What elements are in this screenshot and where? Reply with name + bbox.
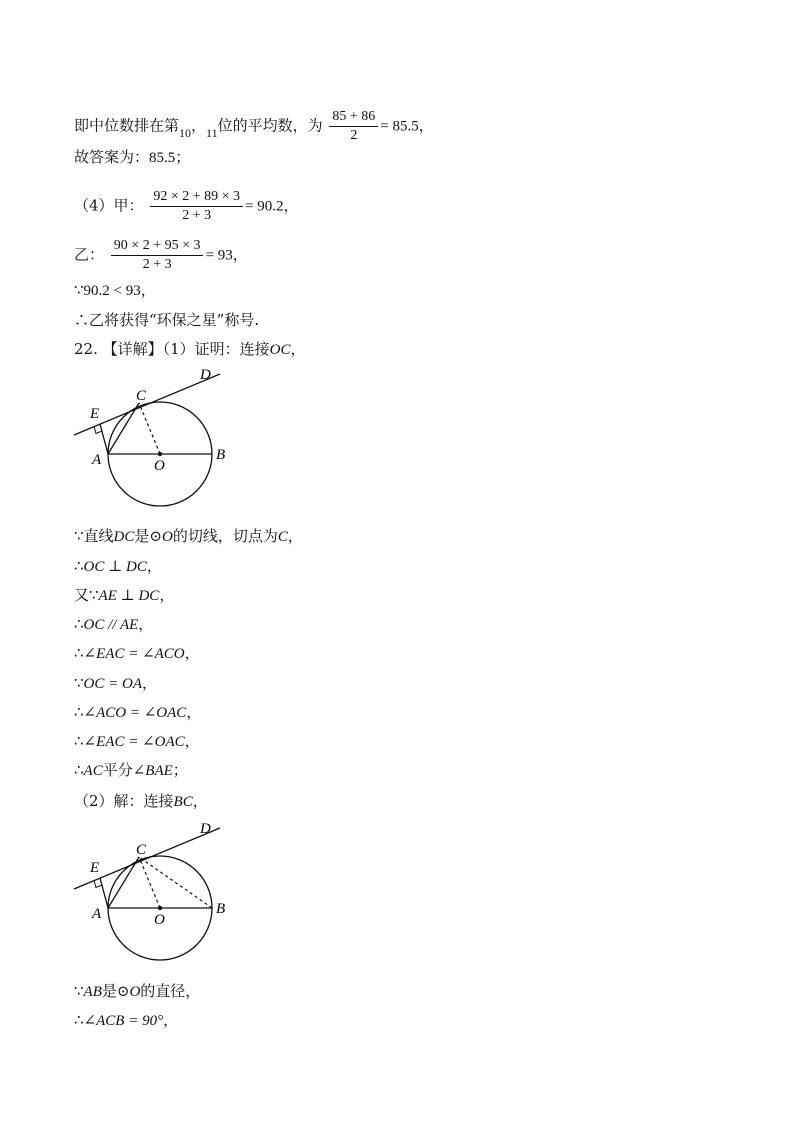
text: 是 <box>134 527 150 545</box>
segment-ae <box>100 424 108 454</box>
text: ， <box>140 281 156 299</box>
text: ∴乙将获得“环保之星”称号. <box>74 311 260 329</box>
yi-line <box>74 237 248 274</box>
tangent-line-dc <box>74 374 220 435</box>
conclusion-line <box>74 310 259 330</box>
step-angle-aco-oac <box>74 702 201 723</box>
text: ， <box>186 703 202 721</box>
segment-bc <box>139 857 212 908</box>
text: ， <box>283 196 299 215</box>
step-ac-bisects <box>74 760 188 781</box>
label-o: O <box>154 912 165 928</box>
step-angle-eac-aco <box>74 643 200 664</box>
expression: ∠EAC = ∠ACO <box>83 646 185 662</box>
text: 平分 <box>102 761 133 779</box>
denominator: 2 + 3 <box>182 208 212 223</box>
step-ae-perp-dc <box>74 585 174 606</box>
text: ， <box>146 557 162 575</box>
text: ∵直线 <box>74 527 114 545</box>
numerator: 90 × 2 + 95 × 3 <box>111 237 204 256</box>
expression: ∠ACO = ∠OAC <box>83 705 187 721</box>
inequality: 90.2 < 93 <box>83 283 141 299</box>
jia-line <box>74 188 299 225</box>
part-2-heading <box>74 791 208 812</box>
circle-o-symbol: ⊙O <box>116 984 141 1000</box>
result: = 90.2 <box>245 198 284 215</box>
step-angle-acb <box>74 1010 178 1031</box>
because-symbol: ∵ <box>74 281 84 299</box>
point-c: C <box>277 529 288 545</box>
label-b: B <box>216 447 226 463</box>
segment-oc: OC <box>269 342 291 358</box>
subscript-11: 11 <box>206 125 218 140</box>
label-c: C <box>136 842 147 858</box>
radius-oc <box>139 403 160 454</box>
expression: ∠EAC = ∠OAC <box>83 734 185 750</box>
label-e: E <box>90 406 100 422</box>
problem-22-heading <box>74 339 306 360</box>
numerator: 85 + 86 <box>329 108 378 127</box>
fraction <box>150 188 243 225</box>
text: ， <box>184 644 200 662</box>
subscript-10: 10 <box>179 125 192 140</box>
angle-bae: ∠BAE <box>132 763 173 779</box>
label-a: A <box>92 906 102 922</box>
text: ， <box>159 586 175 604</box>
denominator: 2 + 3 <box>142 257 172 272</box>
text: （2）解：连接 <box>74 792 174 810</box>
text: ， <box>138 615 154 633</box>
value: 85.5 <box>149 150 176 166</box>
text: ， <box>232 245 248 264</box>
text: 又∵ <box>74 586 99 604</box>
result: = 93 <box>205 247 233 264</box>
step-oc-parallel-ae <box>74 614 153 635</box>
center-dot <box>158 452 162 456</box>
expression: OC // AE <box>83 617 139 633</box>
therefore-symbol: ∴ <box>74 703 84 721</box>
tangent-line-dc <box>74 828 220 889</box>
expression: OC = OA <box>83 676 143 692</box>
therefore-symbol: ∴ <box>74 761 84 779</box>
geometry-figure-1 <box>60 362 260 512</box>
segment-ae <box>100 878 108 908</box>
step-oc-eq-oa <box>74 673 157 694</box>
radius-oc <box>139 857 160 908</box>
text: ， <box>163 1011 179 1029</box>
text: ； <box>175 148 191 166</box>
text: ， <box>184 732 200 750</box>
geometry-figure-2 <box>60 816 260 966</box>
text: ， <box>287 527 303 545</box>
because-symbol: ∵ <box>74 982 84 1000</box>
line-dc: DC <box>113 529 135 545</box>
segment-ac <box>108 857 139 908</box>
text: ， <box>418 116 434 135</box>
fraction <box>111 237 204 274</box>
denominator: 2 <box>350 128 358 143</box>
text: 即中位数排在第 <box>74 116 180 135</box>
circle-o-symbol: ⊙O <box>149 529 173 545</box>
text: ， <box>192 792 208 810</box>
result: = 85.5 <box>380 118 419 135</box>
text: 是 <box>101 982 117 1000</box>
segment-ac <box>108 403 139 454</box>
therefore-symbol: ∴ <box>74 644 84 662</box>
text: ， <box>142 674 158 692</box>
compare-line <box>74 280 156 301</box>
therefore-symbol: ∴ <box>74 1011 84 1029</box>
label-a: A <box>92 452 102 468</box>
segment-ac: AC <box>83 763 103 779</box>
text: 的直径， <box>140 982 201 1000</box>
segment-ab: AB <box>83 984 102 1000</box>
expression: AE ⊥ DC <box>98 588 160 604</box>
expression: ∠ACB = 90° <box>83 1013 164 1029</box>
label-d: D <box>200 367 211 383</box>
tangent-statement <box>74 526 303 547</box>
text: 的切线，切点为 <box>172 527 278 545</box>
text: ， <box>290 340 306 358</box>
text: （4）甲： <box>74 196 144 215</box>
text: ； <box>172 761 188 779</box>
median-line <box>74 108 434 145</box>
diameter-statement <box>74 981 200 1002</box>
text: 乙： <box>74 245 105 264</box>
fraction <box>329 108 378 145</box>
label-c: C <box>136 388 147 404</box>
label-d: D <box>200 821 211 837</box>
text: 22. 【详解】（1）证明：连接 <box>74 340 270 358</box>
text: 故答案为： <box>74 148 150 166</box>
numerator: 92 × 2 + 89 × 3 <box>150 188 243 207</box>
therefore-symbol: ∴ <box>74 557 84 575</box>
step-angle-eac-oac <box>74 731 200 752</box>
because-symbol: ∵ <box>74 674 84 692</box>
text: 位的平均数，为 <box>217 116 323 135</box>
segment-bc: BC <box>173 794 193 810</box>
therefore-symbol: ∴ <box>74 615 84 633</box>
text: ， <box>191 116 207 135</box>
center-dot <box>158 906 162 910</box>
step-oc-perp-dc <box>74 556 162 577</box>
expression: OC ⊥ DC <box>83 559 147 575</box>
label-o: O <box>154 458 165 474</box>
answer-line <box>74 147 190 168</box>
label-e: E <box>90 860 100 876</box>
label-b: B <box>216 901 226 917</box>
therefore-symbol: ∴ <box>74 732 84 750</box>
